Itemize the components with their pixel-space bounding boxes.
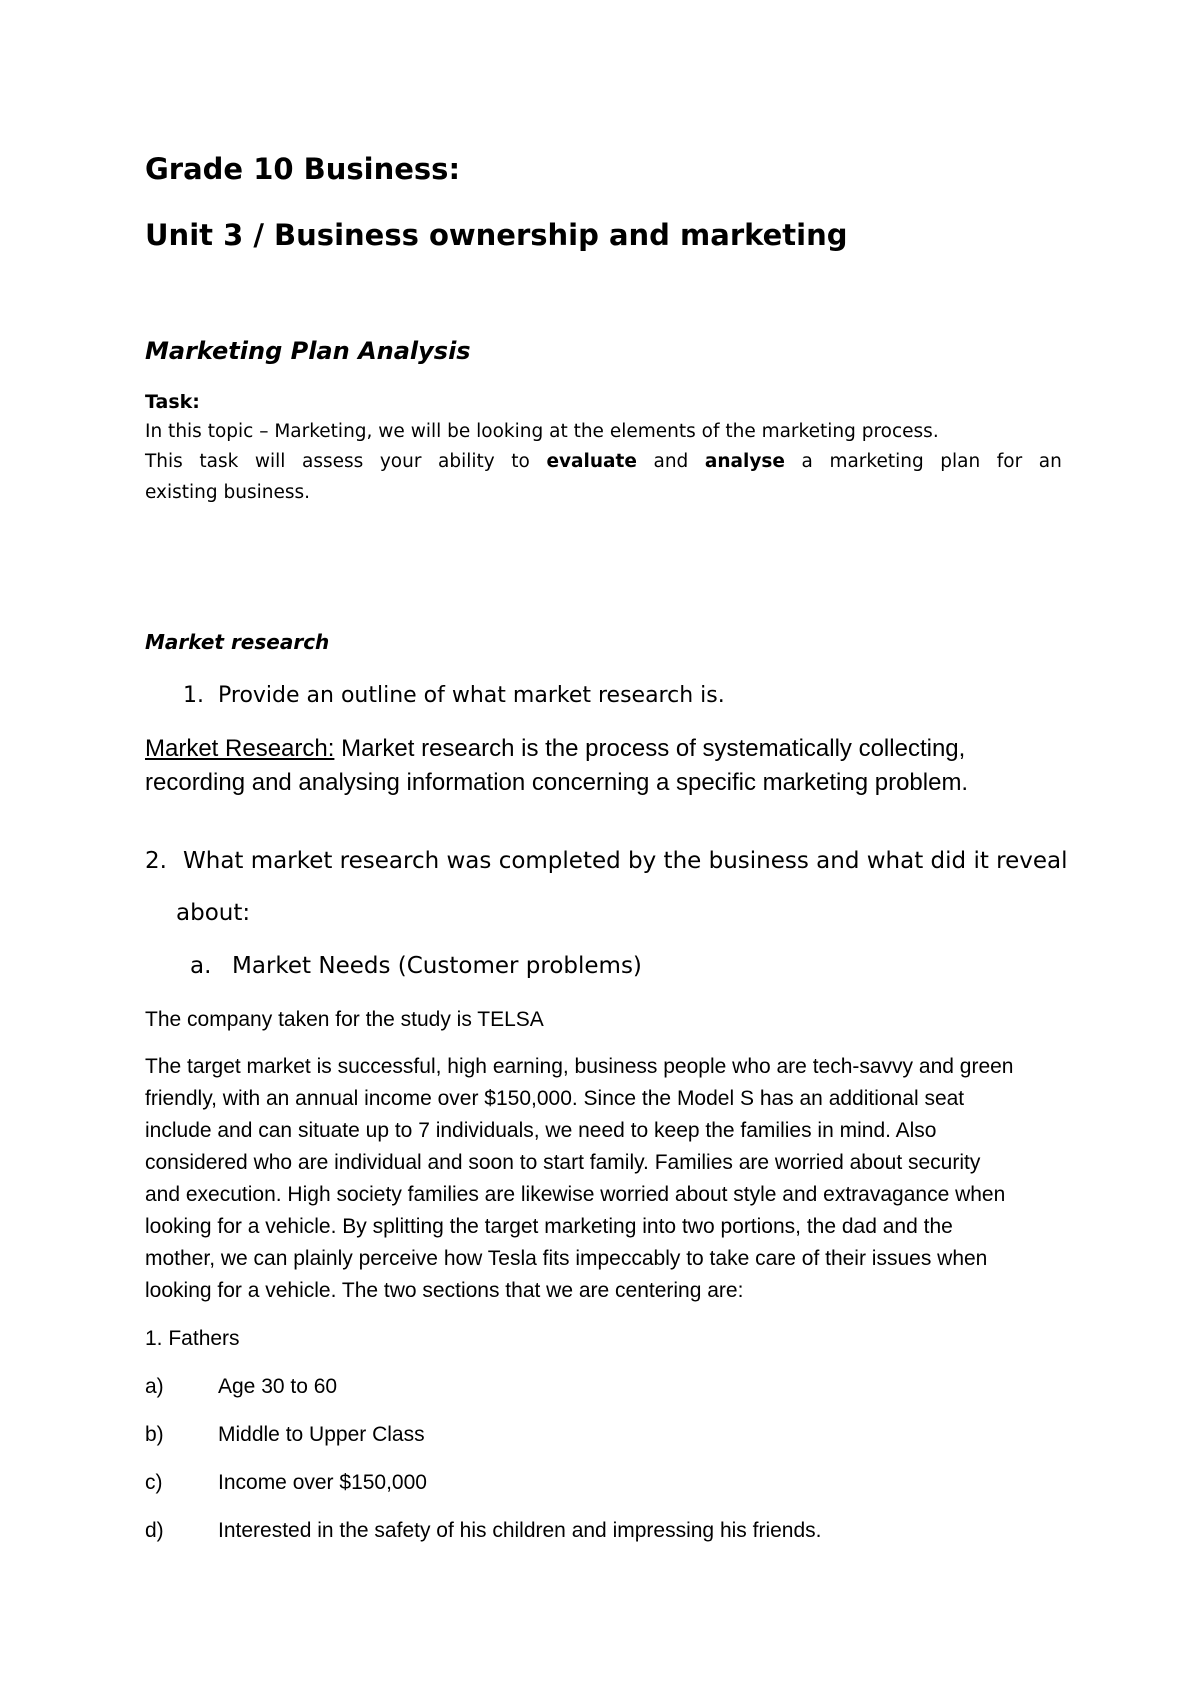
doc-title-line1: Grade 10 Business: — [145, 152, 461, 186]
task-word: ability — [438, 451, 495, 472]
segment-item-letter: a) — [145, 1375, 164, 1398]
task-word: a — [801, 451, 813, 472]
company-line: The company taken for the study is TELSA — [145, 1008, 544, 1031]
body-paragraph-line: The target market is successful, high earning, business people who are tech-savvy and green — [145, 1055, 1014, 1078]
segment-item-text: Middle to Upper Class — [218, 1423, 425, 1446]
answer-text: Market research is the process of systematically collecting, — [334, 735, 966, 762]
body-paragraph-line: looking for a vehicle. The two sections that we are centering are: — [145, 1279, 744, 1302]
body-paragraph-line: and execution. High society families are likewise worried about style and extravagance when — [145, 1183, 1006, 1206]
segment-title: 1. Fathers — [145, 1327, 240, 1350]
task-word: to — [511, 451, 530, 472]
segment-item-text: Interested in the safety of his children and impressing his friends. — [218, 1519, 822, 1542]
segment-item-text: Income over $150,000 — [218, 1471, 427, 1494]
task-word: assess — [302, 451, 364, 472]
task-word: and — [653, 451, 689, 472]
question-2-number: 2. — [145, 848, 167, 874]
task-word: task — [199, 451, 239, 472]
task-line-1: In this topic – Marketing, we will be looking at the elements of the marketing process. — [145, 421, 939, 442]
question-1-text: Provide an outline of what market research is. — [218, 683, 725, 708]
market-research-heading: Market research — [145, 630, 330, 654]
task-word: an — [1038, 451, 1062, 472]
segment-item-letter: c) — [145, 1471, 163, 1494]
question-2a-text: Market Needs (Customer problems) — [232, 953, 642, 979]
doc-title-line2: Unit 3 / Business ownership and marketing — [145, 218, 848, 252]
task-line-3: existing business. — [145, 482, 311, 503]
task-keyword-analyse: analyse — [704, 451, 785, 472]
question-2-line-1: What market research was completed by the business and what did it reveal — [183, 848, 1068, 874]
answer-line-2: recording and analysing information concerning a specific marketing problem. — [145, 769, 969, 796]
segment-item-text: Age 30 to 60 — [218, 1375, 338, 1398]
task-label: Task: — [145, 391, 200, 413]
task-word: marketing — [829, 451, 924, 472]
body-paragraph-line: mother, we can plainly perceive how Tesla fits impeccably to take care of their issues when — [145, 1247, 988, 1270]
body-paragraph-line: friendly, with an annual income over $150,000. Since the Model S has an additional seat — [145, 1087, 965, 1110]
question-2-line-2: about: — [176, 900, 251, 926]
question-2a-letter: a. — [190, 953, 212, 979]
task-word: for — [996, 451, 1023, 472]
task-word: plan — [940, 451, 981, 472]
task-keyword-evaluate: evaluate — [546, 451, 637, 472]
segment-item-letter: d) — [145, 1519, 164, 1542]
answer-label: Market Research: — [145, 735, 335, 762]
question-1-number: 1. — [183, 683, 204, 708]
task-word: your — [379, 451, 422, 472]
task-word: This — [145, 451, 183, 472]
body-paragraph-line: looking for a vehicle. By splitting the target marketing into two portions, the dad and the — [145, 1215, 953, 1238]
task-word: will — [254, 451, 286, 472]
answer-line-1 — [145, 735, 965, 763]
task-line-2 — [145, 451, 1062, 472]
section-title: Marketing Plan Analysis — [145, 337, 471, 365]
body-paragraph-line: considered who are individual and soon to start family. Families are worried about security — [145, 1151, 981, 1174]
body-paragraph-line: include and can situate up to 7 individuals, we need to keep the families in mind. Also — [145, 1119, 937, 1142]
segment-item-letter: b) — [145, 1423, 164, 1446]
